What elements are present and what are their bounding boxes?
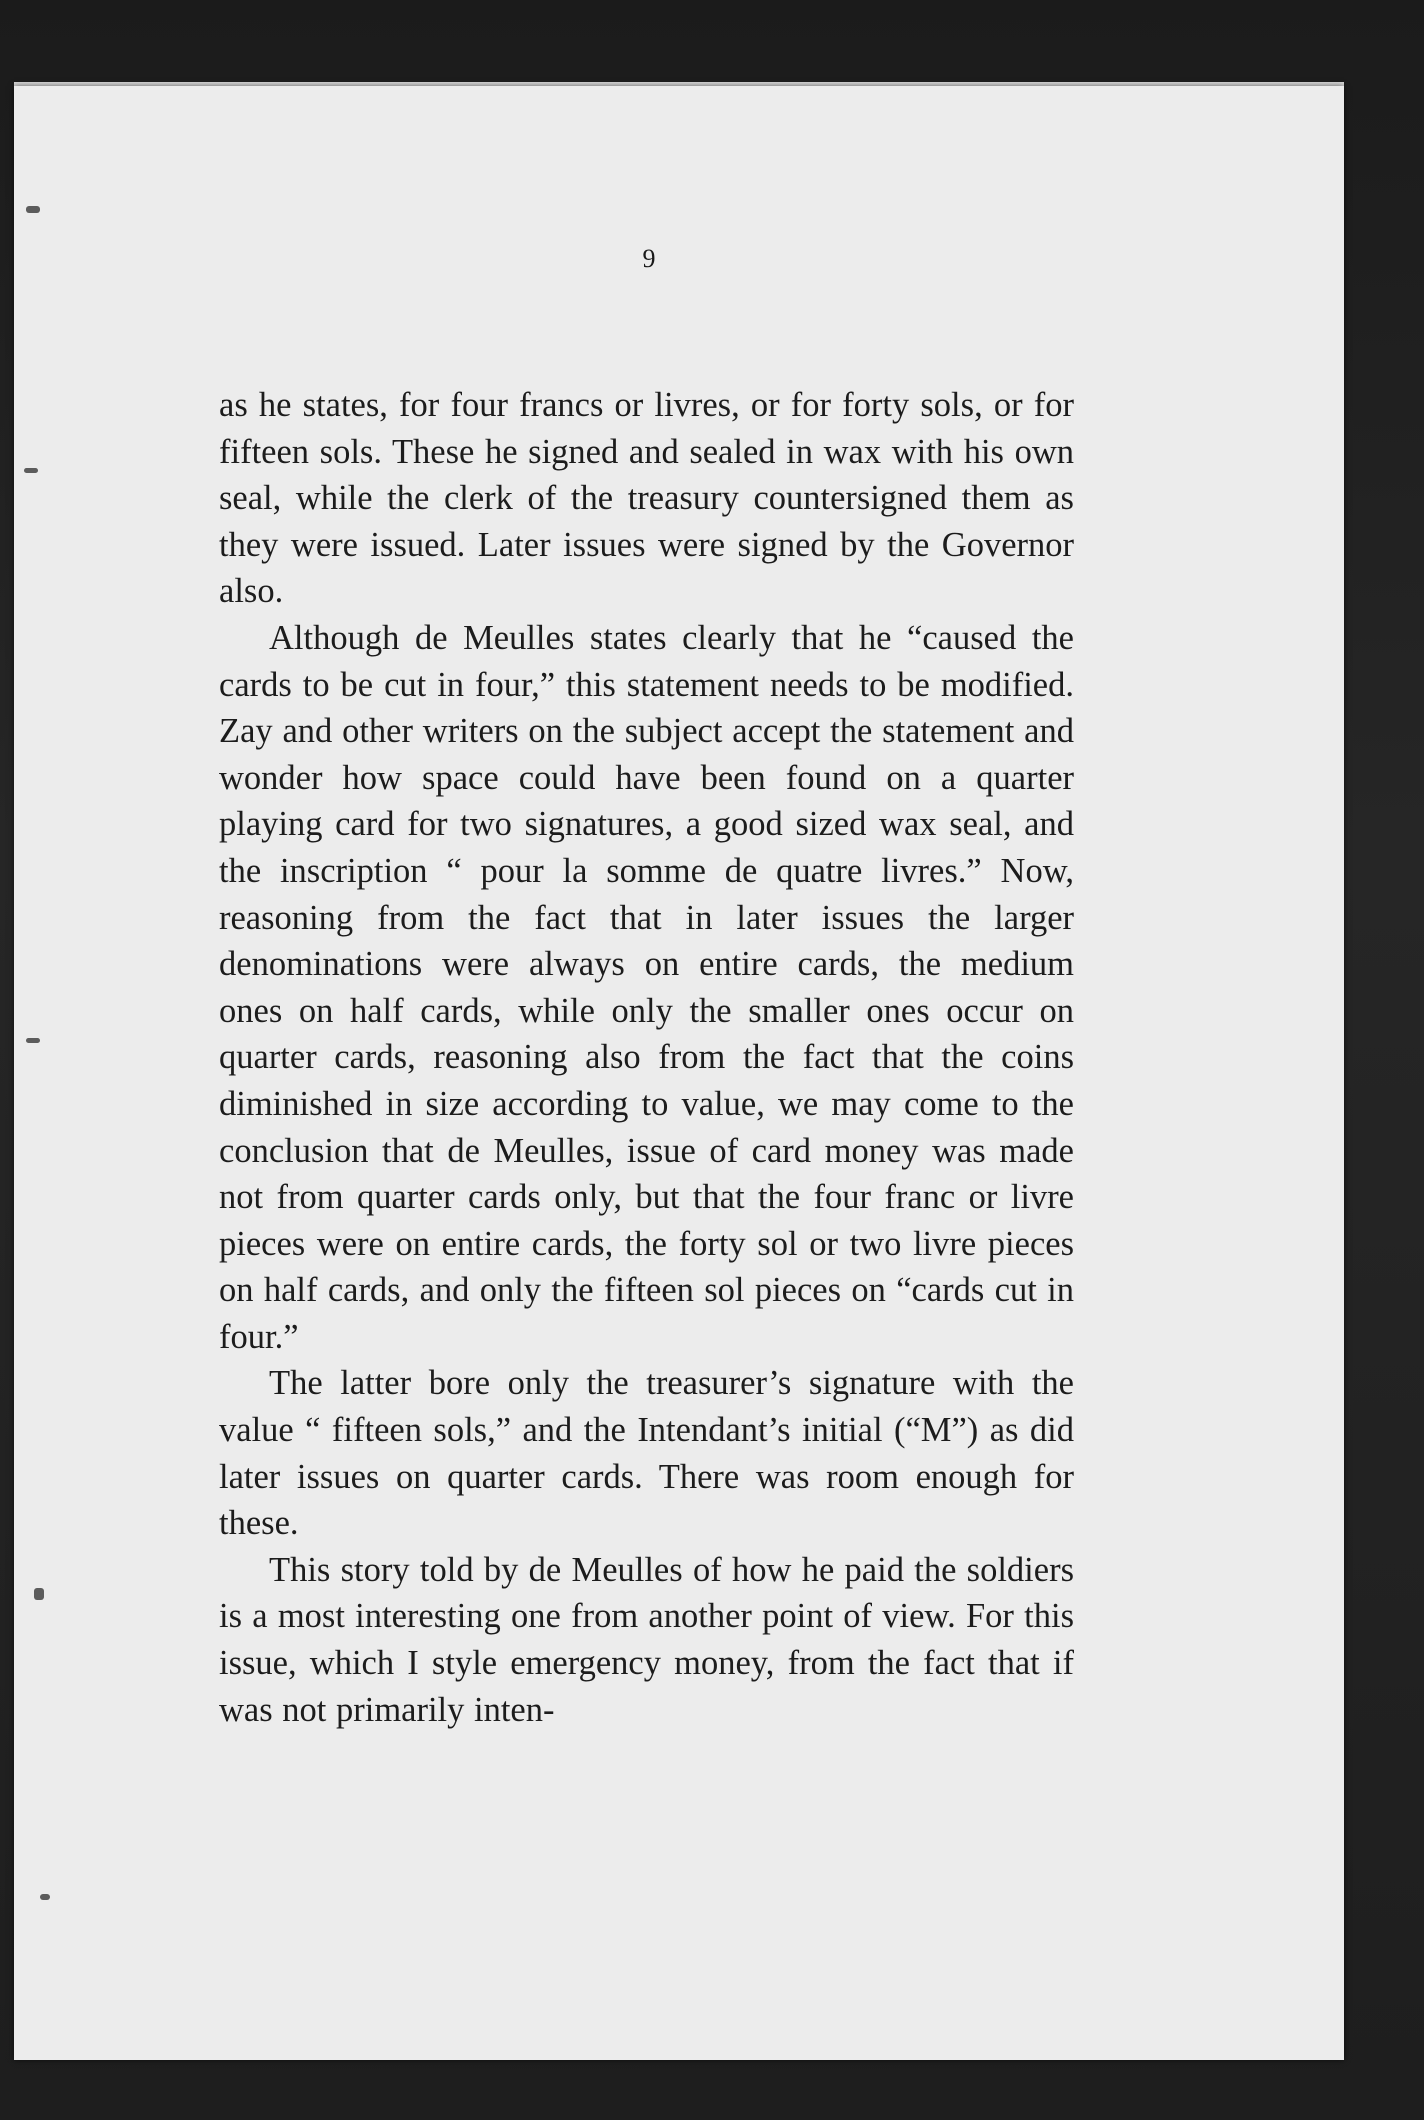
paragraph: The latter bore only the treasurer’s signature with the value “ fifteen sols,” and the Intendant’s initial (“M”) as did later issues on quarter cards. There was room enough for these. — [219, 1364, 1074, 1543]
margin-speck — [26, 1038, 40, 1043]
margin-speck — [24, 468, 38, 473]
paragraph: Although de Meulles states clearly that he “caused the cards to be cut in four,” this statement needs to be modified. Zay and other writers on the subject accept the statement and wonder how space could have been found on a quarter playing card for two signatures, a good sized wax seal, and the inscription “ pour la somme de quatre livres.” Now, reasoning from the fact that in later issues the larger denominations were always on entire cards, the medium ones on half cards, while only the smaller ones occur on quarter cards, reasoning also from the fact that the coins diminished in size according to value, we may come to the conclusion that de Meulles, issue of card money was made not from quarter cards only, but that the four franc or livre pieces were on entire cards, the forty sol or two livre pieces on half cards, and only the fifteen sol pieces on “cards cut in four.” — [219, 618, 1074, 1356]
margin-speck — [34, 1588, 44, 1600]
margin-speck — [40, 1894, 50, 1900]
paragraph: as he states, for four francs or livres, or for forty sols, or for fifteen sols. These he signed and sealed in wax with his own seal, while the clerk of the treasury countersigned them as they were issued. Later issues were signed by the Governor also. — [219, 386, 1074, 611]
paragraph: This story told by de Meulles of how he paid the soldiers is a most interesting one from another point of view. For this issue, which I style emergency money, from the fact that if was not primarily inten- — [219, 1550, 1074, 1729]
margin-speck — [26, 206, 40, 213]
page-number: 9 — [642, 244, 656, 273]
body-text — [219, 382, 1074, 1733]
